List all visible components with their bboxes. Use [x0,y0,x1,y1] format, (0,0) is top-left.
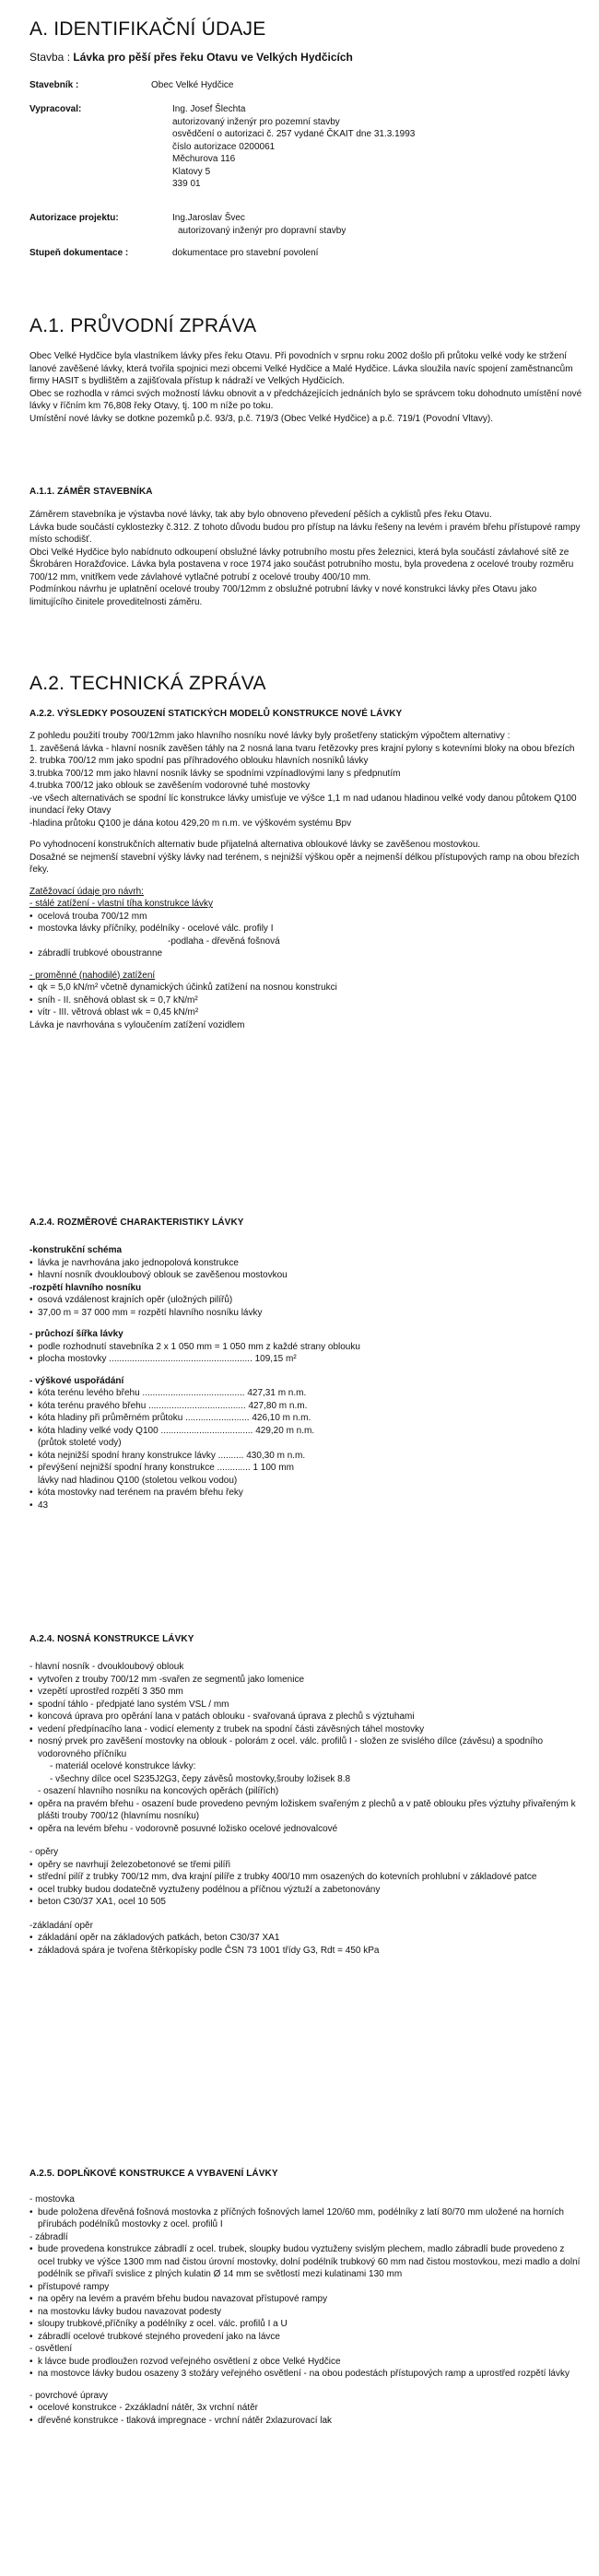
dop-most-head: - mostovka [29,2194,75,2205]
a11-title: A.1.1. ZÁMĚR STAVEBNÍKA [29,487,153,497]
stupen-label: Stupeň dokumentace : [29,248,129,258]
stavebnik-label: Stavebník : [29,80,79,90]
list-item: • sníh - II. sněhová oblast sk = 0,7 kN/m² [29,994,582,1007]
a24-title: A.2.4. ROZMĚROVÉ CHARAKTERISTIKY LÁVKY [29,1217,244,1228]
autorizace-block [172,212,346,237]
list-item: - všechny dílce ocel S235J2G3, čepy závěsů mostovky,šrouby ložisek 8.8 [50,1773,351,1784]
vypracoval-block [172,103,415,191]
autorizace-label: Autorizace projektu: [29,213,119,223]
vypracoval-line: Měchurova 116 [172,154,236,164]
list-item: • hlavní nosník dvoukloubový oblouk se zavěšenou mostovkou [29,1269,582,1282]
list-item: • vítr - III. větrová oblast wk = 0,45 kN/m² [29,1006,582,1019]
list-item: • ocel trubky budou dodatečně vyztuženy podélnou a příčnou výztuží a zabetonovány [29,1884,582,1897]
a11-paragraph: Obci Velké Hydčice bylo nabídnuto odkoupení obslužné lávky potrubního mostu přes železnici, která byla součástí závlahové sítě ze Škrobáren Horažďovice. Lávka byla postavena v roce 1974 jako součást potrubního mostu, byla provedena z ocelové trouby rozměru 700/12 mm, vnitřkem vede závlahové vytlačné potrubí z ocelové trouby 400/10 mm. [29,547,574,582]
roz-head: -rozpětí hlavního nosníku [29,1282,142,1293]
dop-zab-list [29,2243,582,2281]
list-item: • koncová úprava pro opěrání lana v patách oblouku - svařovaná úprava z plechů s výztuhami [29,1711,582,1723]
list-item: (průtok stoleté vody) [38,1438,122,1448]
vypracoval-label: Vypracoval: [29,104,82,114]
list-item: • ocelová trouba 700/12 mm [29,911,582,923]
a22-paragraph: Po vyhodnocení konstrukčních alternativ bude přijatelná alternativa obloukové lávky se zavěšenou mostovkou. [29,840,481,850]
a22-intro: Z pohledu použití trouby 700/12mm jako hlavního nosníku nové lávky byly prošetřeny statickým výpočtem alternativy : [29,731,511,741]
stavba-value: Lávka pro pěší přes řeku Otavu ve Velkých Hydčicích [73,51,353,64]
list-item: • převýšení nejnižší spodní hrany konstrukce ............. 1 100 mm [29,1462,582,1475]
list-item: • kóta terénu pravého břehu ...................................... 427,80 m n.m. [29,1400,582,1413]
pru-head: - průchozí šířka lávky [29,1329,123,1339]
a1-paragraph: Obec se rozhodla v rámci svých možností lávku obnovit a v předcházejících jednáních bylo se správcem toku dohodnuto umístění nové lávky v říčním km 76,808 řeky Otavy, tj. 100 m níže po toku. [29,388,582,411]
kon-list [29,1257,582,1282]
stavba-label: Stavba : [29,51,71,64]
list-item: - osazení hlavního nosníku na koncových opěrách (pilířích) [38,1786,279,1796]
a11-body [29,509,582,608]
list-item: • kóta hladiny velké vody Q100 .................................... 429,20 m n.m. [29,1425,582,1438]
a25-title: A.2.5. DOPLŇKOVÉ KONSTRUKCE A VYBAVENÍ LÁVKY [29,2169,278,2179]
list-item: • opěra na pravém břehu - osazení bude provedeno pevným ložiskem svařeným z plechů a v patě oblouku přes výztuhy přivařeným k plášti trouby 700/12 (hlavnímu nosníku) [29,1798,582,1823]
list-item: • mostovka lávky příčníky, podélníky - ocelové válc. profily I [29,923,582,935]
vys-head: - výškové uspořádání [29,1375,124,1386]
dop-pri-list [29,2281,582,2344]
dop-pov-head: - povrchové úpravy [29,2390,109,2401]
list-item: • 37,00 m = 37 000 mm = rozpětí hlavního nosníku lávky [29,1307,582,1320]
section-a2-title: A.2. TECHNICKÁ ZPRÁVA [29,673,266,694]
a24-body [29,1244,582,1511]
ope-list [29,1859,582,1909]
vys-list [29,1387,582,1511]
a22-alt: 3.trubka 700/12 mm jako hlavní nosník lávky se spodními vzpínadlovými lany s předpnutím [29,768,401,779]
list-item: • podle rozhodnutí stavebníka 2 x 1 050 mm = 1 050 mm z každé strany oblouku [29,1341,582,1354]
list-item: • kóta mostovky nad terénem na pravém břehu řeky [29,1487,582,1500]
pru-list [29,1341,582,1366]
zat-stale-head: - stálé zatížení - vlastní tíha konstrukce lávky [29,899,213,909]
a22-body [29,730,582,1031]
dop-osv-head: - osvětlení [29,2344,73,2354]
a22-alt: 2. trubka 700/12 mm jako spodní pas příhradového oblouku hlavních nosníků lávky [29,756,369,766]
list-item: • opěra na levém břehu - vodorovně posuvné ložisko ocelové jednovalcové [29,1823,582,1836]
list-item: • zábradlí trubkové oboustranne [29,947,582,960]
list-item: • kóta terénu levého břehu ........................................ 427,31 m n.m. [29,1387,582,1400]
a22-alt: -hladina průtoku Q100 je dána kotou 429,20 m n.m. ve výškovém systému Bpv [29,817,352,829]
a1-paragraph: Obec Velké Hydčice byla vlastníkem lávky přes řeku Otavu. Při povodních v srpnu roku 2002 došlo při průtoku velké vody ke stržení lanové zavěšené lávky, která tvořila spojnici mezi obcemi Velké Hydčice a Malé Hydčice. Lávka sloužila navíc spojení zaměstnancům firmy HASIT s bydlištěm a zajišťovala přístup k nádraží ve Velkých Hydčicích. [29,351,573,386]
list-item: • plocha mostovky ........................................................ 109,15 m² [29,1353,582,1366]
zat-title: Zatěžovací údaje pro návrh: [29,886,144,897]
vypracoval-line: Ing. Josef Šlechta [172,104,246,114]
a11-paragraph: Lávka bude součástí cyklostezky č.312. Z tohoto důvodu budou pro přístup na lávku řešeny na levém i pravém břehu přístupové rampy místo schodišť. [29,522,581,545]
stavebnik-value: Obec Velké Hydčice [151,80,234,90]
list-item: • osová vzdálenost krajních opěr (uložných pilířů) [29,1294,582,1307]
dop-zab-head: - zábradlí [29,2231,68,2242]
list-item: • bude položena dřevěná fošnová mostovka z příčných fošnových lamel 120/60 mm, podélníky z latí 80/70 mm uložené na horních přírubách podélníků mostovky z ocel. profilů I [29,2206,582,2231]
autorizace-line: Ing.Jaroslav Švec [172,213,245,223]
vypracoval-line: osvědčení o autorizaci č. 257 vydané ČKAIT dne 31.3.1993 [172,129,416,139]
zak-list [29,1932,582,1957]
vypracoval-line: autorizovaný inženýr pro pozemní stavby [172,116,340,127]
list-item: • kóta nejnižší spodní hrany konstrukce lávky .......... 430,30 m n.m. [29,1450,582,1463]
list-item: • základová spára je tvořena štěrkopísky podle ČSN 73 1001 třídy G3, Rdt = 450 kPa [29,1945,582,1958]
a22-paragraph: Dosažné se nejmenší stavební výšky lávky nad terénem, s nejnižší výškou opěr a nejmenší délkou přístupových ramp na obou březích řeky. [29,852,580,875]
nos-list [29,1674,582,1836]
kon-head: -konstrukční schéma [29,1245,123,1255]
zat-stale-list [29,911,582,960]
list-item: • k lávce bude prodloužen rozvod veřejného osvětlení z obce Velké Hydčice [29,2356,582,2369]
list-item: • na mostovce lávky budou osazeny 3 stožáry veřejného osvětlení - na obou podestách přístupových ramp a uprostřed rozpětí lávky [29,2368,582,2381]
list-item: • lávka je navrhována jako jednopolová konstrukce [29,1257,582,1270]
a24b-title: A.2.4. NOSNÁ KONSTRUKCE LÁVKY [29,1634,194,1644]
a1-paragraph: Umístění nové lávky se dotkne pozemků p.č. 93/3, p.č. 719/3 (Obec Velké Hydčice) a p.č. 719/1 (Povodní Vltavy). [29,413,494,424]
a22-alt: 4.trubka 700/12 jako oblouk se zavěšením vodorovné tuhé mostovky [29,781,311,791]
ope-head: - opěry [29,1847,59,1857]
list-item: • základání opěr na základových patkách, beton C30/37 XA1 [29,1932,582,1945]
list-item: • ocelové konstrukce - 2xzákladní nátěr, 3x vrchní nátěr [29,2402,582,2415]
list-item: • vzepětí uprostřed rozpětí 3 350 mm [29,1686,582,1699]
list-item: • sloupy trubkové,příčníky a podélníky z ocel. válc. profilů I a U [29,2318,582,2331]
list-item: lávky nad hladinou Q100 (stoletou velkou vodou) [38,1475,238,1486]
list-item: • bude provedena konstrukce zábradlí z ocel. trubek, sloupky budou vyztuženy svislým plechem, madlo zábradlí bude provedeno z ocel trubky ve výšce 1300 mm nad čistou úrovní mostovky, dolní podélník trubkový 60 mm nad čistou mostovkou, mezi madlo a dolní podélník se přivaří svislice z plných kulatin Ø 14 mm se světlostí mezi kulatinami 130 mm [29,2243,582,2281]
list-item: • dřevěné konstrukce - tlaková impregnace - vrchní nátěr 2xlazurovací lak [29,2415,582,2428]
a22-alt: 1. zavěšená lávka - hlavní nosník zavěšen táhly na 2 nosná lana tvaru řetězovky pres krajní pylony s kotevními bloky na obou březích [29,743,575,754]
list-item: • na mostovku lávky budou navazovat podesty [29,2306,582,2319]
a24b-body [29,1661,582,1957]
list-item: • opěry se navrhují železobetonové se třemi pilíři [29,1859,582,1872]
list-item: • kóta hladiny při průměrném průtoku ......................... 426,10 m n.m. [29,1412,582,1425]
a11-paragraph: Záměrem stavebníka je výstavba nové lávky, tak aby bylo obnoveno převedení pěších a cyklistů přes řeku Otavu. [29,510,492,520]
vypracoval-line: 339 01 [172,179,201,189]
zat-end: Lávka je navrhována s vyloučením zatížení vozidlem [29,1019,245,1030]
list-item: • qk = 5,0 kN/m² včetně dynamických účinků zatížení na nosnou konstrukci [29,982,582,994]
list-item: • přístupové rampy [29,2281,582,2294]
a25-body [29,2194,582,2427]
dop-most-list [29,2206,582,2231]
dop-osv-list [29,2356,582,2381]
list-item: • beton C30/37 XA1, ocel 10 505 [29,1896,582,1909]
vypracoval-line: Klatovy 5 [172,166,211,177]
autorizace-line: autorizovaný inženýr pro dopravní stavby [178,225,346,236]
zak-head: -základání opěr [29,1920,93,1931]
stupen-value: dokumentace pro stavební povolení [172,248,319,258]
list-item: - materiál ocelové konstrukce lávky: [50,1761,196,1771]
list-item: • 43 [29,1500,582,1512]
list-item: • nosný prvek pro zavěšení mostovky na oblouk - polorám z ocel. válc. profilů I - složen ze svislého dílce (závěsu) a spodního vodorovného příčníku [29,1735,582,1760]
section-a-title: A. IDENTIFIKAČNÍ ÚDAJE [29,18,266,40]
a1-body [29,350,582,425]
section-a1-title: A.1. PRŮVODNÍ ZPRÁVA [29,315,257,336]
roz-list [29,1294,582,1319]
list-item: • na opěry na levém a pravém břehu budou navazovat přístupové rampy [29,2293,582,2306]
a22-title: A.2.2. VÝSLEDKY POSOUZENÍ STATICKÝCH MODELŮ KONSTRUKCE NOVÉ LÁVKY [29,709,403,719]
a22-alt: -ve všech alternativách se spodní líc konstrukce lávky umisťuje ve výšce 1,1 m nad udanou hladinou velké vody danou půtokem Q100 inundací řeky Otavy [29,793,577,816]
stavba-line [29,50,353,65]
zat-prom-head: - proměnné (nahodilé) zatížení [29,970,156,981]
list-item: • střední pilíř z trubky 700/12 mm, dva krajní pilíře z trubky 400/10 mm osazených do kotevních prohlubní v základové patce [29,1871,582,1884]
list-item: • vedení předpínacího lana - vodicí elementy z trubek na spodní části závěsných táhel mostovky [29,1723,582,1736]
list-item: • zábradlí ocelové trubkové stejného provedení jako na lávce [29,2331,582,2344]
zat-prom-list [29,982,582,1019]
vypracoval-line: číslo autorizace 0200061 [172,141,276,152]
a11-paragraph: Podmínkou návrhu je uplatnění ocelové trouby 700/12mm z obslužné potrubní lávky v nové konstrukci lávky přes Otavu jako limitujícího činitele proveditelnosti záměru. [29,584,537,607]
list-item: • vytvořen z trouby 700/12 mm -svařen ze segmentů jako lomenice [29,1674,582,1687]
list-item: • spodní táhlo - předpjaté lano systém VSL / mm [29,1699,582,1711]
list-item: -podlaha - dřevěná fošnová [168,935,280,947]
dop-pov-list [29,2402,582,2427]
nos-head: - hlavní nosník - dvoukloubový oblouk [29,1662,184,1672]
